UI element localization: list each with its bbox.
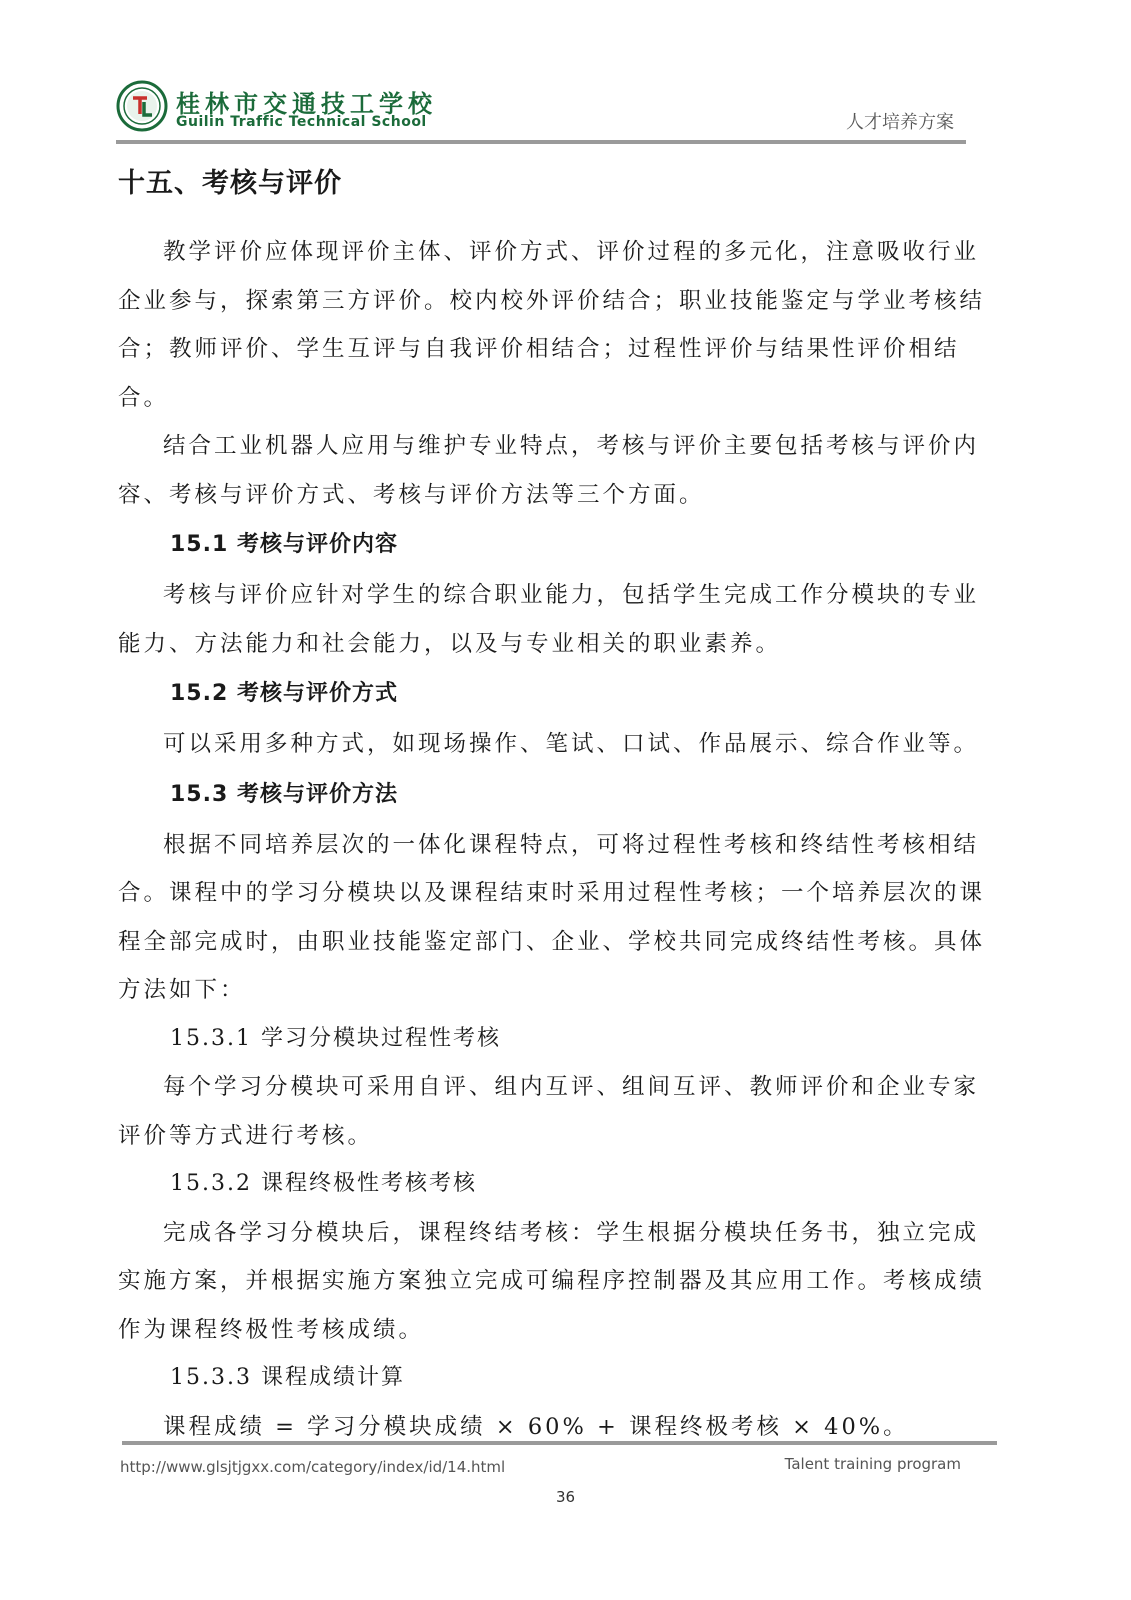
body-paragraph: 考核与评价应针对学生的综合职业能力，包括学生完成工作分模块的专业能力、方法能力和社会能力，以及与专业相关的职业素养。 bbox=[118, 582, 980, 657]
page-content bbox=[118, 162, 998, 1451]
intro-paragraph: 教学评价应体现评价主体、评价方式、评价过程的多元化，注意吸收行业企业参与，探索第三方评价。校内校外评价结合；职业技能鉴定与学业考核结合；教师评价、学生互评与自我评价相结合；过程性评价与结果性评价相结合。 bbox=[118, 239, 986, 411]
document-type: 人才培养方案 bbox=[846, 112, 954, 133]
footer-program-label: Talent training program bbox=[784, 1455, 961, 1473]
body-paragraph: 每个学习分模块可采用自评、组内互评、组间互评、教师评价和企业专家评价等方式进行考核。 bbox=[118, 1074, 980, 1149]
body-paragraph: 根据不同培养层次的一体化课程特点，可将过程性考核和终结性考核相结合。课程中的学习分模块以及课程结束时采用过程性考核；一个培养层次的课程全部完成时，由职业技能鉴定部门、企业、学校共同完成终结性考核。具体方法如下： bbox=[118, 831, 986, 1003]
header-divider bbox=[116, 140, 966, 144]
page-header bbox=[116, 80, 978, 144]
sub-subsection-heading: 15.3.1 学习分模块过程性考核 bbox=[170, 1025, 501, 1051]
subsection-heading: 15.1 考核与评价内容 bbox=[170, 532, 398, 557]
body-paragraph: 完成各学习分模块后，课程终结考核：学生根据分模块任务书，独立完成实施方案，并根据实施方案独立完成可编程序控制器及其应用工作。考核成绩作为课程终极性考核成绩。 bbox=[118, 1219, 986, 1343]
subsection-heading: 15.3 考核与评价方法 bbox=[170, 781, 398, 807]
school-name-cn: 桂林市交通技工学校 bbox=[176, 90, 437, 118]
footer-url: http://www.glsjtjgxx.com/category/index/id/14.html bbox=[120, 1458, 506, 1476]
intro-paragraph: 结合工业机器人应用与维护专业特点，考核与评价主要包括考核与评价内容、考核与评价方式、考核与评价方法等三个方面。 bbox=[118, 433, 980, 508]
formula-paragraph: 课程成绩 = 学习分模块成绩 × 60% + 课程终极考核 × 40%。 bbox=[163, 1413, 909, 1440]
footer-divider bbox=[122, 1441, 997, 1445]
body-paragraph: 可以采用多种方式，如现场操作、笔试、口试、作品展示、综合作业等。 bbox=[163, 731, 980, 757]
page-number: 36 bbox=[555, 1488, 576, 1506]
sub-subsection-heading: 15.3.3 课程成绩计算 bbox=[170, 1365, 405, 1390]
school-name-en: Guilin Traffic Technical School bbox=[176, 114, 427, 130]
section-title: 十五、考核与评价 bbox=[118, 168, 342, 199]
school-logo-icon bbox=[116, 80, 168, 132]
sub-subsection-heading: 15.3.2 课程终极性考核考核 bbox=[170, 1171, 477, 1196]
subsection-heading: 15.2 考核与评价方式 bbox=[170, 681, 398, 706]
